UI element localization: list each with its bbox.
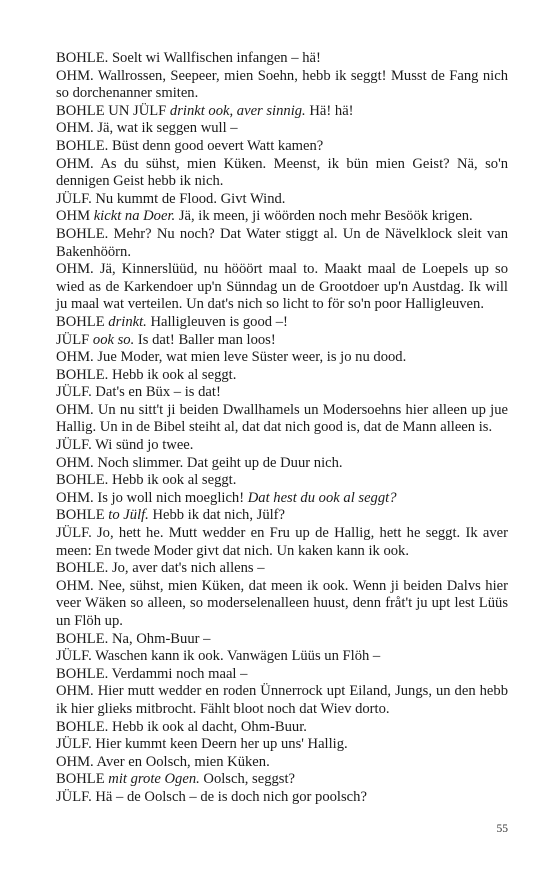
dialogue-line (56, 402, 508, 437)
dialogue-line (56, 525, 508, 560)
dialogue-text: OHM. Nee, sühst, mien Küken, dat meen ik ook. Wenn ji beiden Dalvs hier veer Wäken so alleen, so moderselenalleen huust, denn fråt't ju upt lest Lüüs un Flöh up. (56, 577, 508, 629)
stage-direction: kickt na Doer. (93, 208, 176, 225)
dialogue-line (56, 560, 508, 578)
dialogue-line (56, 507, 508, 525)
dialogue-line (56, 472, 508, 490)
dialogue-line (56, 349, 508, 367)
dialogue-text: OHM. Noch slimmer. Dat geiht up de Duur nich. (56, 454, 343, 471)
page-number: 55 (496, 823, 508, 835)
dialogue-text: OHM. As du sühst, mien Küken. Meenst, ik bün mien Geist? Nä, so'n dennigen Geist hebb ik nich. (56, 155, 508, 190)
dialogue-text: OHM. Jä, wat ik seggen wull – (56, 120, 238, 137)
stage-direction: to Jülf. (108, 507, 149, 524)
dialogue-text: OHM. Is jo woll nich moeglich! (56, 489, 248, 506)
dialogue-text: OHM. Wallrossen, Seepeer, mien Soehn, hebb ik seggt! Musst de Fang nich so dorchenanner smiten. (56, 67, 508, 102)
dialogue-text: JÜLF. Wi sünd jo twee. (56, 437, 194, 454)
dialogue-line (56, 208, 508, 226)
dialogue-line (56, 261, 508, 314)
dialogue-text: Hä! hä! (305, 102, 354, 119)
dialogue-line (56, 455, 508, 473)
dialogue-text: BOHLE. Soelt wi Wallfischen infangen – hä! (56, 50, 321, 66)
dialogue-text: BOHLE. Na, Ohm-Buur – (56, 630, 211, 647)
dialogue-line (56, 314, 508, 332)
dialogue-text: BOHLE (56, 313, 109, 330)
dialogue-line (56, 578, 508, 631)
dialogue-line (56, 719, 508, 737)
dialogue-line (56, 771, 508, 789)
stage-direction: ook so. (92, 331, 135, 348)
dialogue-text: BOHLE. Hebb ik ook al seggt. (56, 366, 237, 383)
dialogue-text: BOHLE (56, 507, 109, 524)
dialogue-text: OHM. Un nu sitt't ji beiden Dwallhamels un Modersoehns hier alleen up jue Hallig. Un in de Bibel steiht al, dat dat nich good is, dat de Mann alleen is. (56, 401, 508, 436)
dialogue-line (56, 367, 508, 385)
stage-direction: mit grote Ogen. (108, 771, 200, 788)
dialogue-line (56, 754, 508, 772)
dialogue-line (56, 138, 508, 156)
dialogue-text: JÜLF. Waschen kann ik ook. Vanwägen Lüüs un Flöh – (56, 648, 381, 665)
dialogue-text: OHM (56, 208, 94, 225)
dialogue-line (56, 50, 508, 68)
dialogue-text: Halligleuven is good –! (146, 313, 288, 330)
dialogue-line (56, 736, 508, 754)
dialogue-text: BOHLE. Mehr? Nu noch? Dat Water stiggt al. Un de Nävelklock sleit van Bakenhöörn. (56, 225, 508, 260)
play-text (56, 50, 508, 807)
dialogue-line (56, 120, 508, 138)
dialogue-line (56, 490, 508, 508)
dialogue-text: BOHLE. Verdammi noch maal – (56, 665, 248, 682)
dialogue-text: BOHLE. Büst denn good oevert Watt kamen? (56, 137, 324, 154)
dialogue-line (56, 68, 508, 103)
dialogue-text: OHM. Aver en Oolsch, mien Küken. (56, 753, 270, 770)
dialogue-line (56, 789, 508, 807)
dialogue-text: Jä, ik meen, ji wöörden noch mehr Besöök krigen. (175, 208, 473, 225)
dialogue-text: BOHLE. Jo, aver dat's nich allens – (56, 560, 265, 577)
dialogue-line (56, 384, 508, 402)
dialogue-text: OHM. Jä, Kinnerslüüd, nu hööört maal to. Maakt maal de Loepels up so wied as de Karkendoer up'n Sünndag un de Grootdoer up'n Austdag. Ik will ju maal wat verteilen. Un dat's nich so licht to för so'n poor Halligleuven. (56, 261, 508, 313)
dialogue-text: OHM. Hier mutt wedder en roden Ünnerrock upt Eiland, Jungs, un den hebb ik hier glieks mitbrocht. Fählt bloot noch dat Wiev dorto. (56, 683, 508, 717)
dialogue-text: OHM. Jue Moder, wat mien leve Süster weer, is jo nu dood. (56, 349, 407, 366)
dialogue-text: JÜLF. Nu kummt de Flood. Givt Wind. (56, 190, 286, 207)
dialogue-line (56, 631, 508, 649)
dialogue-line (56, 683, 508, 718)
dialogue-text: Hebb ik dat nich, Jülf? (148, 507, 286, 524)
dialogue-text: Is dat! Baller man loos! (134, 331, 276, 348)
dialogue-text: BOHLE (56, 771, 109, 788)
dialogue-text: JÜLF. Hier kummt keen Deern her up uns' Hallig. (56, 736, 348, 753)
dialogue-text: BOHLE. Hebb ik ook al dacht, Ohm-Buur. (56, 718, 307, 735)
dialogue-text: BOHLE UN JÜLF (56, 102, 170, 119)
dialogue-line (56, 191, 508, 209)
dialogue-line (56, 666, 508, 684)
dialogue-line (56, 226, 508, 261)
dialogue-text: Oolsch, seggst? (199, 771, 296, 788)
dialogue-line (56, 156, 508, 191)
dialogue-line (56, 332, 508, 350)
dialogue-text: JÜLF (56, 331, 93, 348)
stage-direction: drinkt. (108, 313, 147, 330)
dialogue-text: JÜLF. Jo, hett he. Mutt wedder en Fru up de Hallig, hett he seggt. Ik aver meen: En twede Moder givt dat nich. Un kaken kann ik ook. (56, 525, 508, 559)
dialogue-line (56, 648, 508, 666)
dialogue-text: BOHLE. Hebb ik ook al seggt. (56, 472, 237, 489)
stage-direction: Dat hest du ook al seggt? (247, 489, 397, 506)
dialogue-text: JÜLF. Dat's en Büx – is dat! (56, 384, 221, 401)
dialogue-line (56, 437, 508, 455)
stage-direction: drinkt ook, aver sinnig. (169, 102, 306, 119)
dialogue-line (56, 103, 508, 121)
dialogue-text: JÜLF. Hä – de Oolsch – de is doch nich gor poolsch? (56, 788, 367, 805)
